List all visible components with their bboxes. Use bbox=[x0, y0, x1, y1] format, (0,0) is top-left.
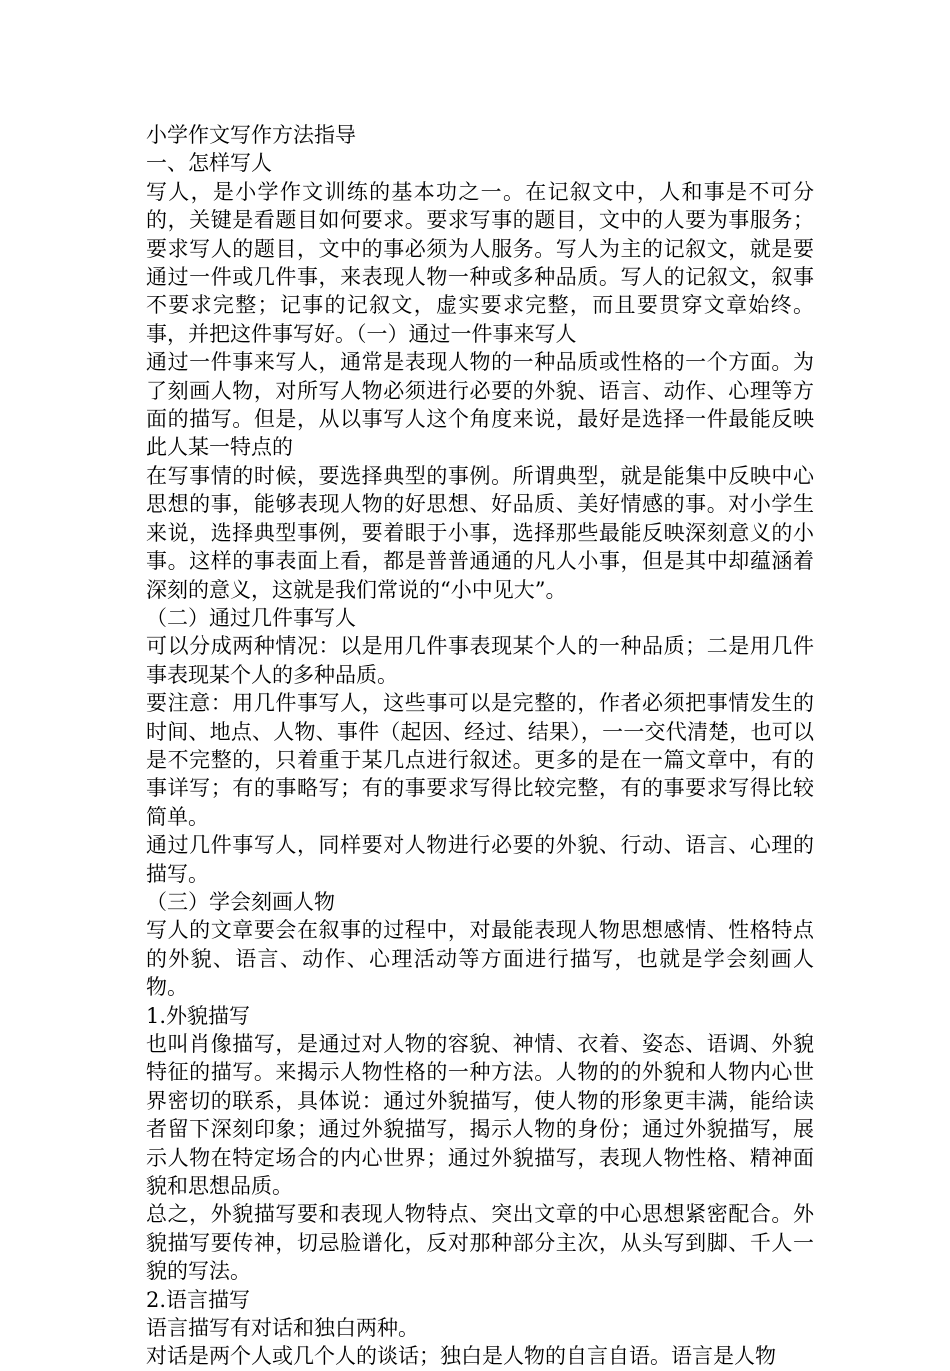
paragraph: 写人，是小学作文训练的基本功之一。在记叙文中，人和事是不可分的，关键是看题目如何要求。要求写事的题目，文中的人要为事服务；要求写人的题目，文中的事必须为人服务。写人为主的记叙文，就是要通过一件或几件事，来表现人物一种或多种品质。写人的记叙文，叙事不要求完整；记事的记叙文，虚实要求完整，而且要贯穿文章始终。事，并把这件事写好。（一）通过一件事来写人 bbox=[146, 179, 814, 346]
paragraph: 在写事情的时候，要选择典型的事例。所谓典型，就是能集中反映中心思想的事，能够表现人物的好思想、好品质、美好情感的事。对小学生来说，选择典型事例，要着眼于小事，选择那些最能反映深刻意义的小事。这样的事表面上看，都是普普通通的凡人小事，但是其中却蕴涵着深刻的意义，这就是我们常说的“小中见大”。 bbox=[146, 463, 814, 602]
paragraph: 要注意：用几件事写人，这些事可以是完整的，作者必须把事情发生的时间、地点、人物、事件（起因、经过、结果），一一交代清楚，也可以是不完整的，只着重于某几点进行叙述。更多的是在一篇文章中，有的事详写；有的事略写；有的事要求写得比较完整，有的事要求写得比较简单。 bbox=[146, 691, 814, 829]
paragraph: 通过几件事写人，同样要对人物进行必要的外貌、行动、语言、心理的描写。 bbox=[146, 833, 814, 886]
paragraph: 可以分成两种情况：以是用几件事表现某个人的一种品质；二是用几件事表现某个人的多种品质。 bbox=[146, 634, 814, 687]
subsection-heading-3: （三）学会刻画人物 bbox=[146, 889, 335, 914]
paragraph: 总之，外貌描写要和表现人物特点、突出文章的中心思想紧密配合。外貌描写要传神，切忌脸谱化，反对那种部分主次，从头写到脚、千人一貌的写法。 bbox=[146, 1202, 814, 1284]
document-page bbox=[146, 121, 814, 1371]
subsection-heading-2: （二）通过几件事写人 bbox=[146, 605, 356, 630]
section-heading-1: 一、怎样写人 bbox=[146, 151, 272, 176]
paragraph: 也叫肖像描写，是通过对人物的容貌、神情、衣着、姿态、语调、外貌特征的描写。来揭示人物性格的一种方法。人物的的外貌和人物内心世界密切的联系，具体说：通过外貌描写，使人物的形象更丰满，能给读者留下深刻印象；通过外貌描写，揭示人物的身份；通过外貌描写，展示人物在特定场合的内心世界；通过外貌描写，表现人物性格、精神面貌和思想品质。 bbox=[146, 1032, 814, 1199]
item-heading-appearance: 1.外貌描写 bbox=[146, 1003, 251, 1028]
paragraph: 写人的文章要会在叙事的过程中，对最能表现人物思想感情、性格特点的外貌、语言、动作、心理活动等方面进行描写，也就是学会刻画人物。 bbox=[146, 918, 814, 1000]
paragraph: 对话是两个人或几个人的谈话；独白是人物的自言自语。语言是人物 bbox=[146, 1344, 776, 1369]
paragraph: 通过一件事来写人，通常是表现人物的一种品质或性格的一个方面。为了刻画人物，对所写人物必须进行必要的外貌、语言、动作、心理等方面的描写。但是，从以事写人这个角度来说，最好是选择一件最能反映此人某一特点的 bbox=[146, 350, 814, 460]
paragraph: 语言描写有对话和独白两种。 bbox=[146, 1316, 419, 1341]
item-heading-language: 2.语言描写 bbox=[146, 1287, 251, 1312]
document-title: 小学作文写作方法指导 bbox=[146, 123, 356, 147]
